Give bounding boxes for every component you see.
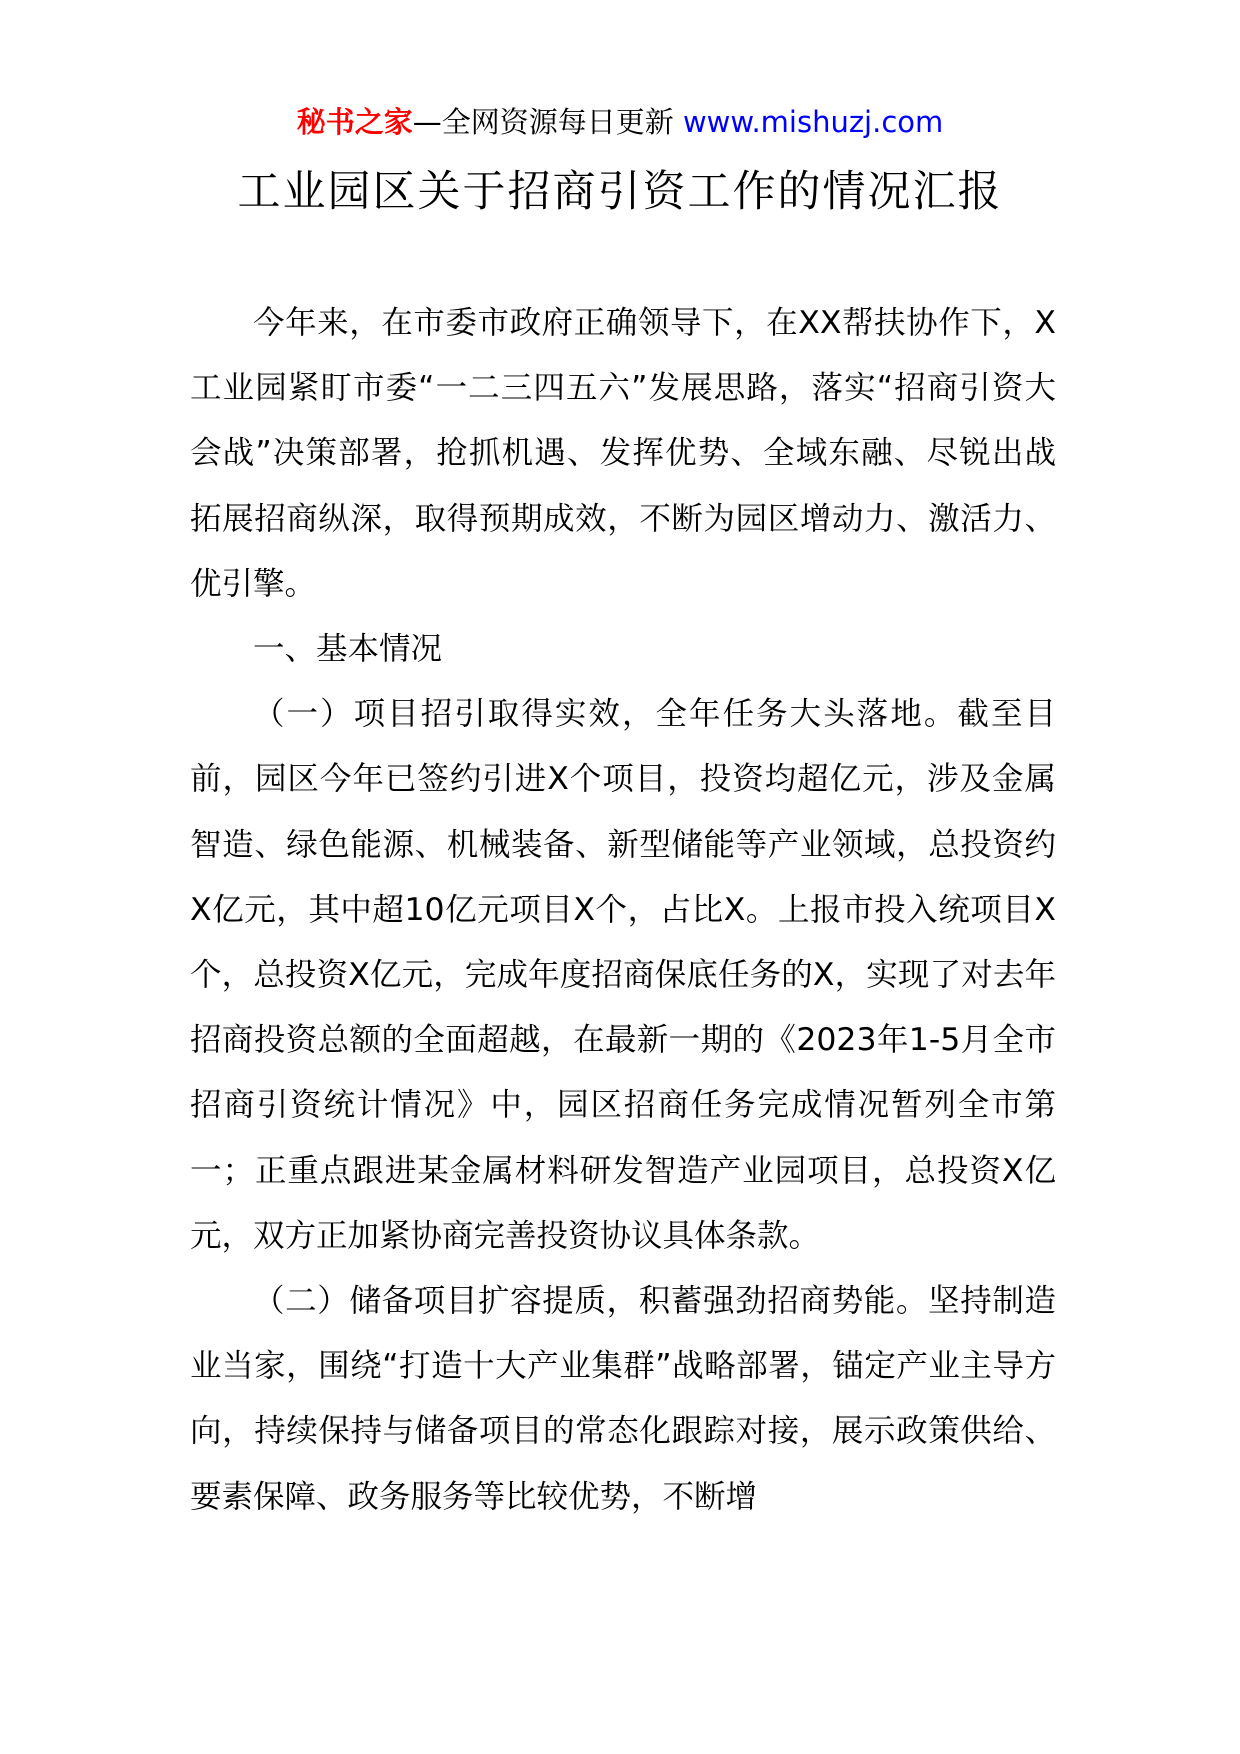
site-url-link[interactable]: www.mishuzj.com [682, 105, 944, 139]
document-body [190, 291, 1056, 1530]
brand-name: 秘书之家 [296, 105, 413, 139]
site-banner [0, 102, 1240, 142]
section-heading: 一、基本情况 [253, 631, 443, 668]
intro-paragraph: 今年来，在市委市政府正确领导下，在XX帮扶协作下，X工业园紧盯市委“一二三四五六”发展思路，落实“招商引资大会战”决策部署，抢抓机遇、发挥优势、全域东融、尽锐出战拓展招商纵深，取得预期成效，不断为园区增动力、激活力、优引擎。 [190, 305, 1056, 602]
document-title: 工业园区关于招商引资工作的情况汇报 [237, 167, 1003, 217]
subsection-2-paragraph: （二）储备项目扩容提质，积蓄强劲招商势能。坚持制造业当家，围绕“打造十大产业集群”战略部署，锚定产业主导方向，持续保持与储备项目的常态化跟踪对接，展示政策供给、要素保障、政务服务等比较优势，不断增 [190, 1283, 1056, 1515]
subsection-1-paragraph: （一）项目招引取得实效，全年任务大头落地。截至目前，园区今年已签约引进X个项目，投资均超亿元，涉及金属智造、绿色能源、机械装备、新型储能等产业领域，总投资约X亿元，其中超10亿元项目X个，占比X。上报市投入统项目X个，总投资X亿元，完成年度招商保底任务的X，实现了对去年招商投资总额的全面超越，在最新一期的《2023年1-5月全市招商引资统计情况》中，园区招商任务完成情况暂列全市第一；正重点跟进某金属材料研发智造产业园项目，总投资X亿元，双方正加紧协商完善投资协议具体条款。 [190, 696, 1056, 1254]
banner-tagline: —全网资源每日更新 [412, 105, 683, 139]
